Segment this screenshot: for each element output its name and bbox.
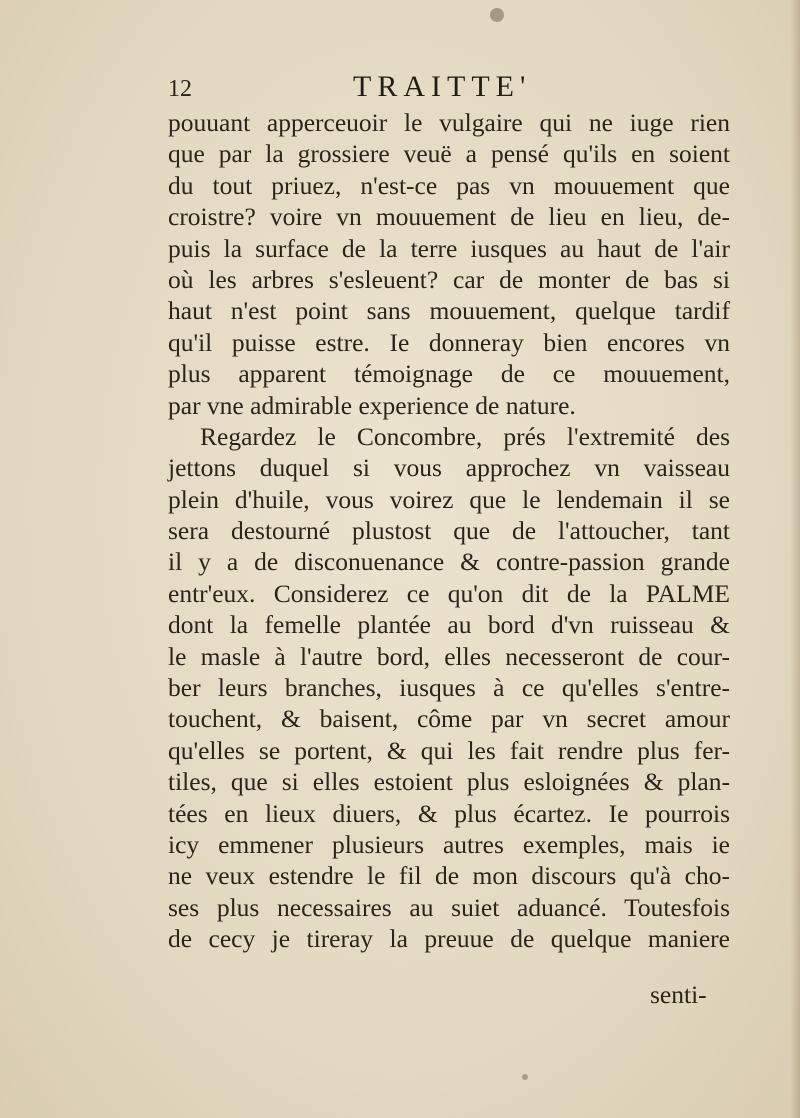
text-line: tiles, que si elles estoient plus esloignées & plan- xyxy=(168,767,730,797)
paragraph-first-line: Regardez le Concombre, prés l'extremité des xyxy=(200,421,730,451)
text-line: entr'eux. Considerez ce qu'on dit de la PALME xyxy=(168,578,730,608)
text-line: par vne admirable experience de nature. xyxy=(168,390,576,420)
text-line: de cecy je tireray la preuue de quelque maniere xyxy=(168,924,730,954)
text-line: que par la grossiere veuë a pensé qu'ils en soient xyxy=(168,139,730,169)
text-line: ne veux estendre le fil de mon discours qu'à cho- xyxy=(168,861,730,891)
ink-spot xyxy=(522,1074,528,1080)
text-body xyxy=(168,107,730,955)
text-line: icy emmener plusieurs autres exemples, mais ie xyxy=(168,829,730,859)
catchword: senti- xyxy=(650,980,707,1009)
text-line: ses plus necessaires au suiet aduancé. Toutesfois xyxy=(168,892,730,922)
text-line: tées en lieux diuers, & plus écartez. Ie pourrois xyxy=(168,798,730,828)
ink-spot xyxy=(490,8,504,22)
text-line: ber leurs branches, iusques à ce qu'elles s'entre- xyxy=(168,673,730,703)
text-line: il y a de disconuenance & contre-passion grande xyxy=(168,547,730,577)
text-line: dont la femelle plantée au bord d'vn ruisseau & xyxy=(168,610,730,640)
page-header xyxy=(168,70,728,110)
text-line: puis la surface de la terre iusques au haut de l'air xyxy=(168,233,730,263)
page-edge-shadow xyxy=(790,0,800,1118)
text-line: le masle à l'autre bord, elles necesseront de cour- xyxy=(168,641,730,671)
text-line: plus apparent témoignage de ce mouuement, xyxy=(168,359,730,389)
text-line: croistre? voire vn mouuement de lieu en lieu, de- xyxy=(168,202,730,232)
text-line: où les arbres s'esleuent? car de monter de bas si xyxy=(168,264,730,294)
text-line: haut n'est point sans mouuement, quelque tardif xyxy=(168,296,730,326)
text-line: touchent, & baisent, côme par vn secret amour xyxy=(168,704,730,734)
page-number: 12 xyxy=(168,76,192,102)
text-line: plein d'huile, vous voirez que le lendemain il se xyxy=(168,484,730,514)
text-line: jettons duquel si vous approchez vn vaisseau xyxy=(168,453,730,483)
text-line: qu'il puisse estre. Ie donneray bien encores vn xyxy=(168,327,730,357)
text-line: pouuant apperceuoir le vulgaire qui ne iuge rien xyxy=(168,108,730,137)
text-line: qu'elles se portent, & qui les fait rendre plus fer- xyxy=(168,735,730,765)
text-line: du tout priuez, n'est-ce pas vn mouuement que xyxy=(168,170,730,200)
text-line: sera destourné plustost que de l'attoucher, tant xyxy=(168,516,730,546)
running-title: TRAITTE' xyxy=(353,70,532,103)
